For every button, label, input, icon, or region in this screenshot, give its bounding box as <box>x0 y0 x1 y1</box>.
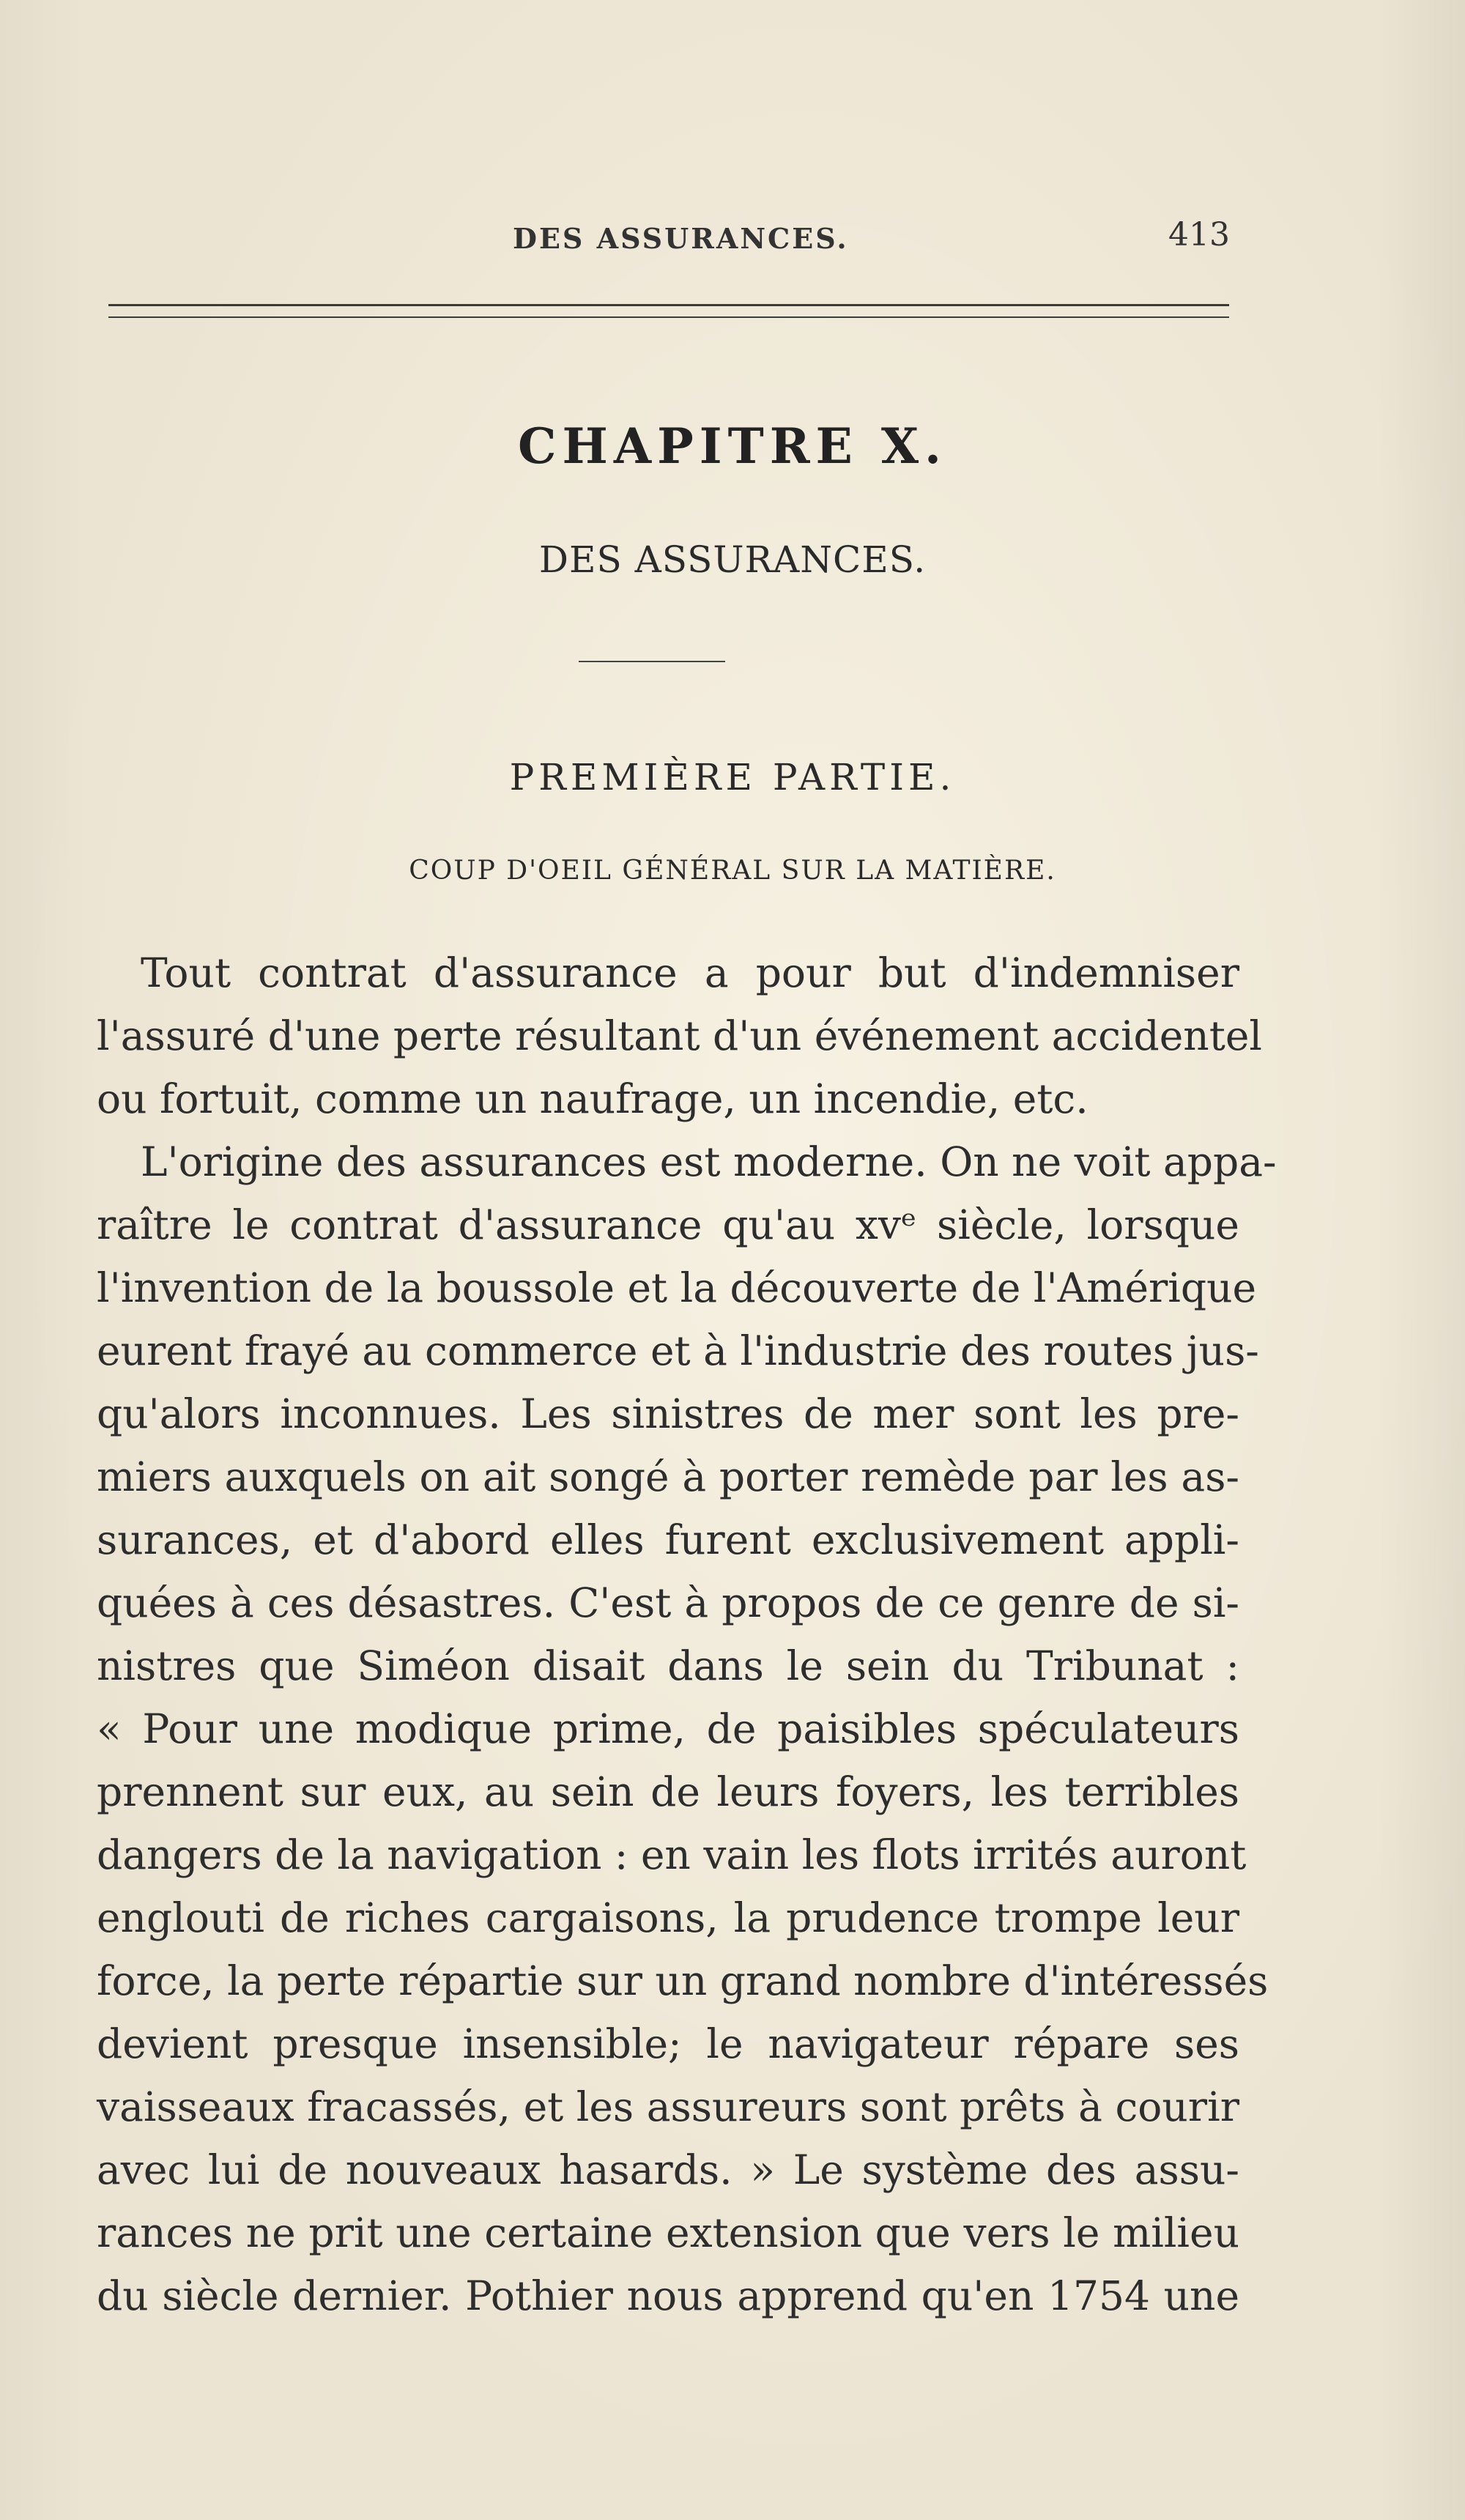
text-line: prennent sur eux, au sein de leurs foyers, les terribles <box>97 1768 1239 1815</box>
text-line: eurent frayé au commerce et à l'industrie des routes jus- <box>97 1327 1259 1374</box>
text-line: du siècle dernier. Pothier nous apprend qu'en 1754 une <box>97 2272 1239 2319</box>
text-line: nistres que Siméon disait dans le sein du Tribunat : <box>97 1642 1239 1689</box>
text-line: miers auxquels on ait songé à porter remède par les as- <box>97 1453 1239 1500</box>
text-line: raître le contrat d'assurance qu'au xvᵉ siècle, lorsque <box>97 1201 1239 1248</box>
text-line: force, la perte répartie sur un grand nombre d'intéressés <box>97 1957 1269 2004</box>
text-line: dangers de la navigation : en vain les flots irrités auront <box>97 1831 1247 1878</box>
text-line: l'invention de la boussole et la découverte de l'Amérique <box>97 1264 1257 1311</box>
text-line: L'origine des assurances est moderne. On ne voit appa- <box>141 1138 1277 1185</box>
text-line: surances, et d'abord elles furent exclusivement appli- <box>97 1516 1239 1563</box>
part-subtitle: COUP D'OEIL GÉNÉRAL SUR LA MATIÈRE. <box>409 856 1056 886</box>
chapter-title: CHAPITRE X. <box>517 418 948 475</box>
text-line: avec lui de nouveaux hasards. » Le système des assu- <box>97 2146 1239 2193</box>
text-line: rances ne prit une certaine extension que vers le milieu <box>97 2209 1239 2256</box>
text-line: englouti de riches cargaisons, la prudence trompe leur <box>97 1894 1239 1941</box>
text-line: quées à ces désastres. C'est à propos de ce genre de si- <box>97 1579 1239 1626</box>
header-double-rule <box>108 304 1229 318</box>
text-line: vaisseaux fracassés, et les assureurs sont prêts à courir <box>97 2083 1239 2130</box>
text-line: ou fortuit, comme un naufrage, un incendie, etc. <box>97 1075 1088 1122</box>
body-text <box>97 941 1277 2327</box>
chapter-subtitle: DES ASSURANCES. <box>538 538 927 581</box>
text-line: qu'alors inconnues. Les sinistres de mer sont les pre- <box>97 1390 1239 1437</box>
text-line: l'assuré d'une perte résultant d'un événement accidentel <box>97 1012 1262 1059</box>
page-number: 413 <box>1168 216 1230 253</box>
text-line: Tout contrat d'assurance a pour but d'indemniser <box>141 949 1239 996</box>
text-line: « Pour une modique prime, de paisibles spéculateurs <box>97 1705 1239 1752</box>
text-line: devient presque insensible; le navigateur répare ses <box>97 2020 1239 2067</box>
section-divider-rule <box>579 661 725 662</box>
running-head: DES ASSURANCES. <box>513 222 849 255</box>
part-title: PREMIÈRE PARTIE. <box>509 756 956 798</box>
